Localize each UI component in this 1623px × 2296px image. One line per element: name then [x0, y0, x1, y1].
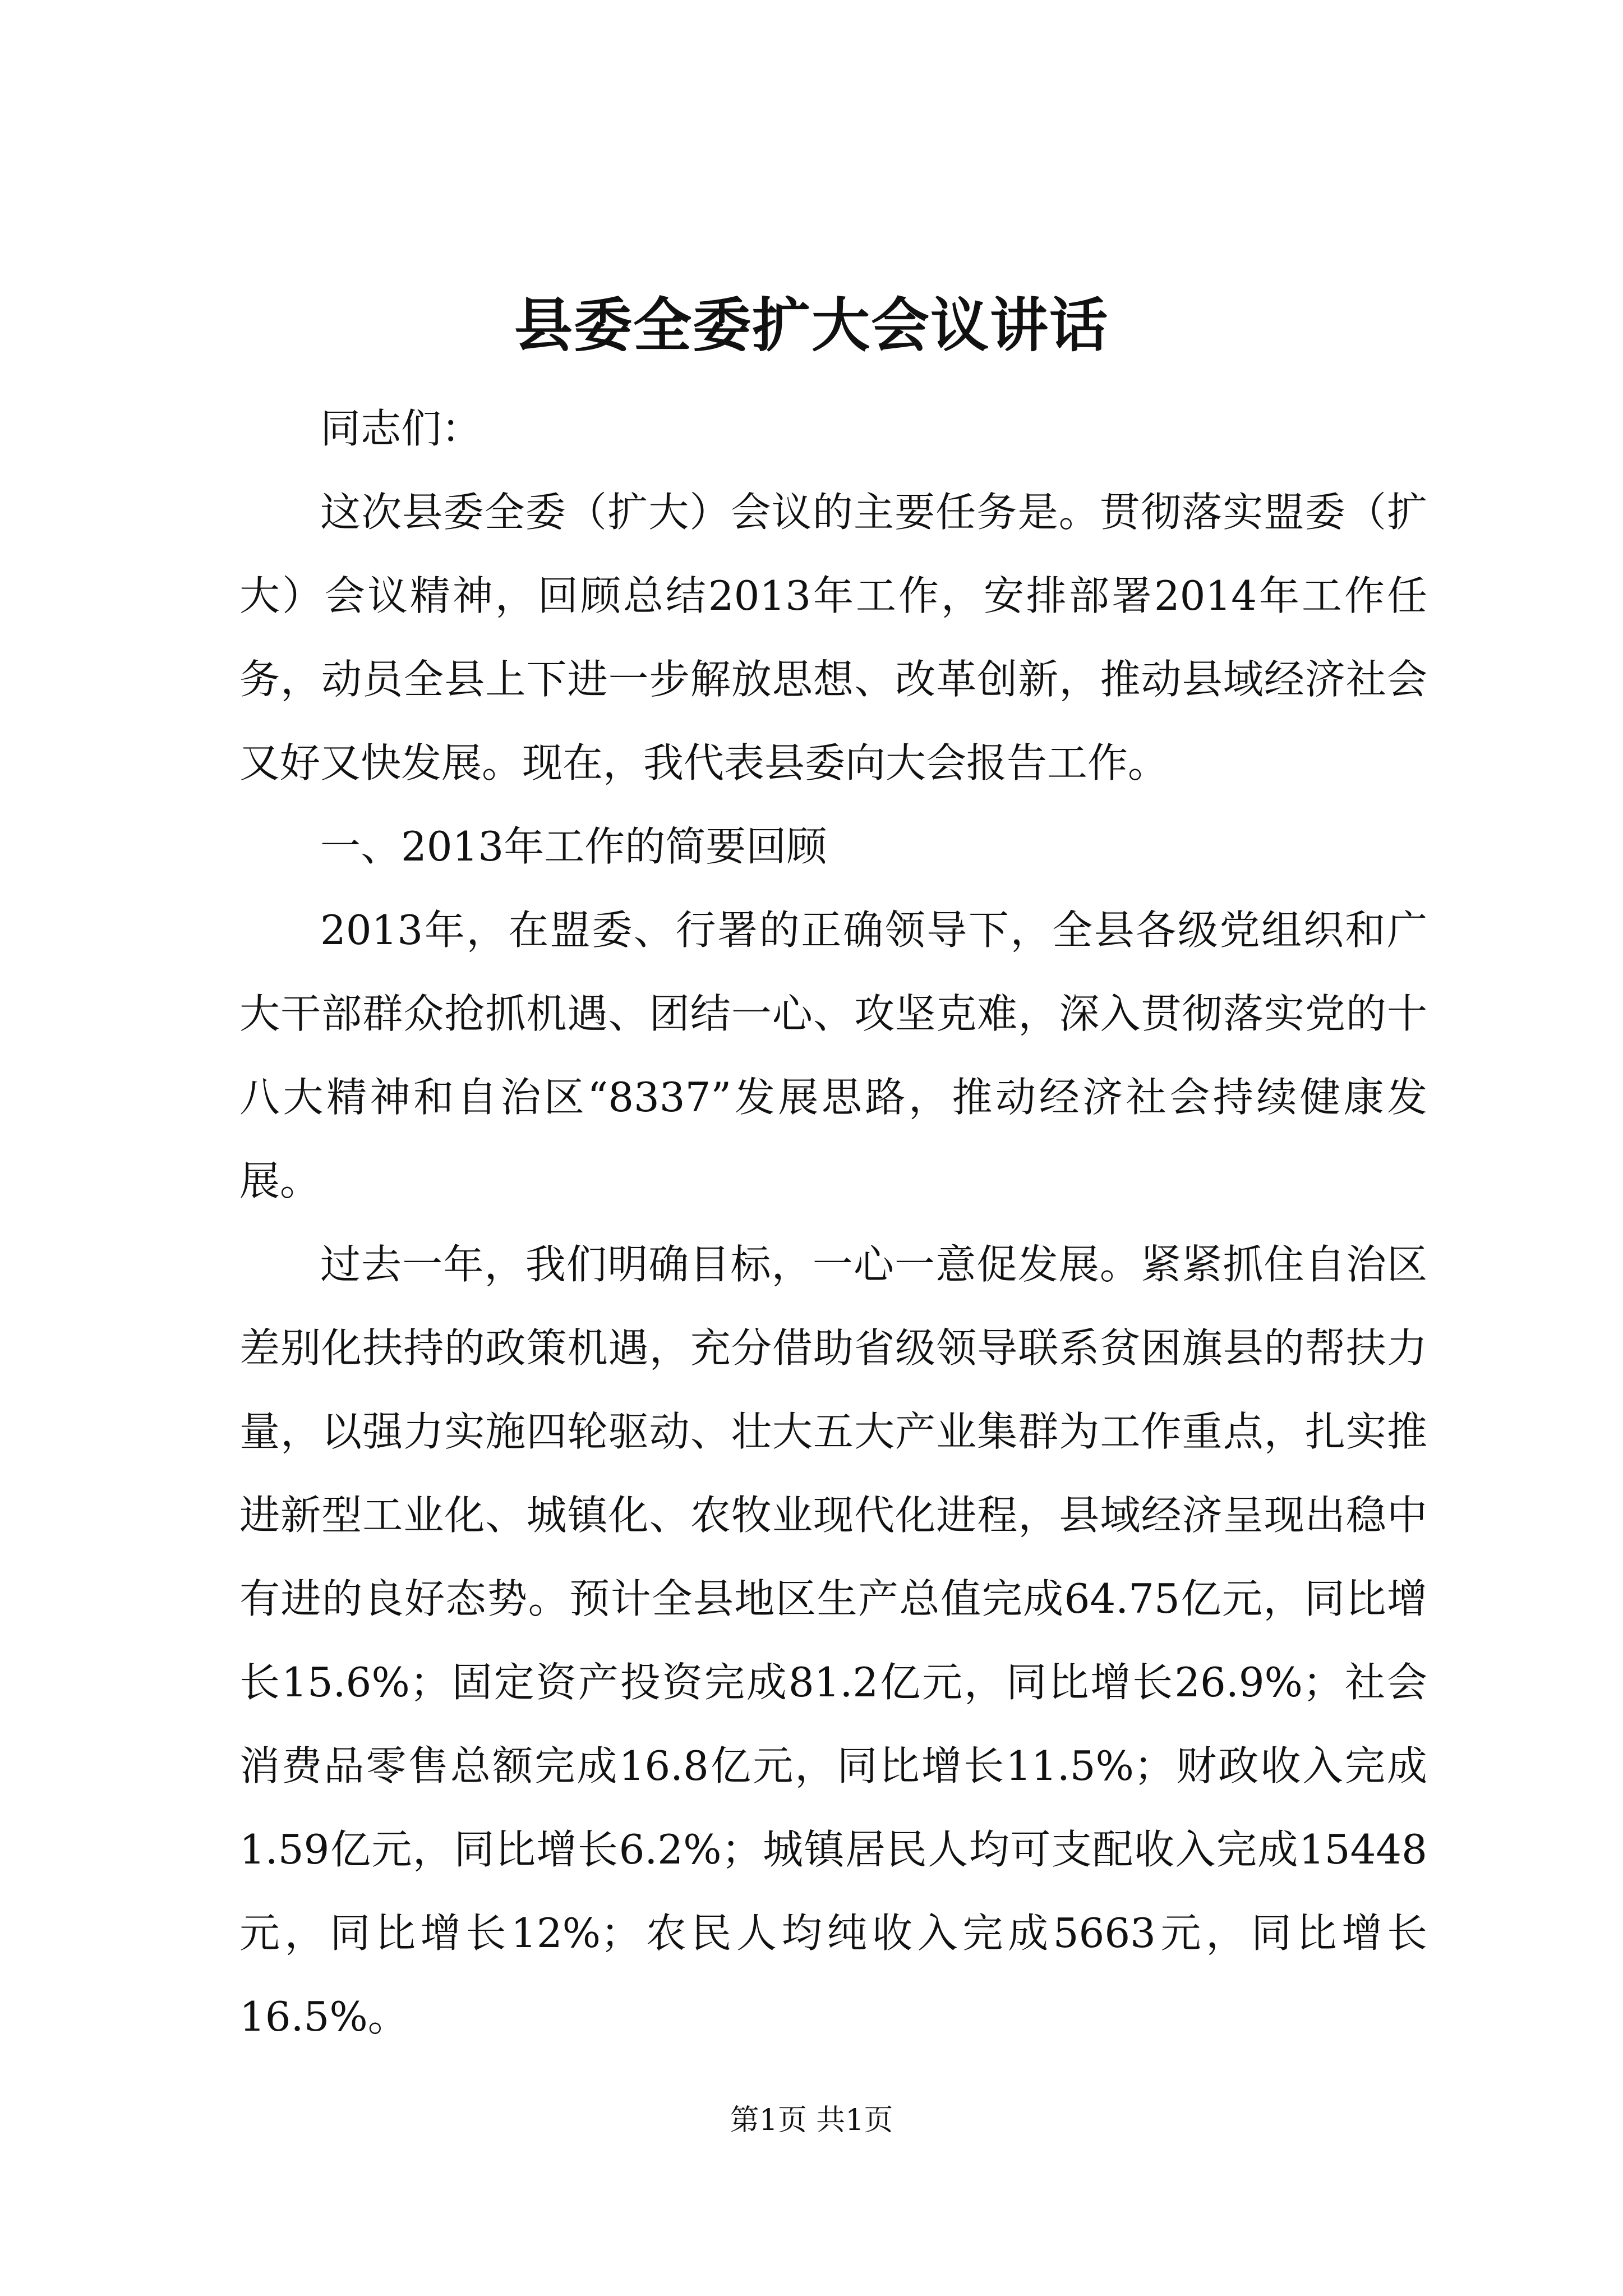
page-footer: 第1页 共1页 [730, 2104, 893, 2137]
document-body [239, 387, 1427, 2059]
achievements-paragraph: 过去一年，我们明确目标，一心一意促发展。紧紧抓住自治区差别化扶持的政策机遇，充分借助省级领导联系贫困旗县的帮扶力量，以强力实施四轮驱动、壮大五大产业集群为工作重点，扎实推进新型工业化、城镇化、农牧业现代化进程，县域经济呈现出稳中有进的良好态势。预计全县地区生产总值完成64.75亿元，同比增长15.6%；固定资产投资完成81.2亿元，同比增长26.9%；社会消费品零售总额完成16.8亿元，同比增长11.5%；财政收入完成1.59亿元，同比增长6.2%；城镇居民人均可支配收入完成15448元，同比增长12%；农民人均纯收入完成5663元，同比增长16.5%。 [239, 1241, 1427, 2040]
intro-paragraph: 这次县委全委（扩大）会议的主要任务是。贯彻落实盟委（扩大）会议精神，回顾总结2013年工作，安排部署2014年工作任务，动员全县上下进一步解放思想、改革创新，推动县域经济社会又好又快发展。现在，我代表县委向大会报告工作。 [239, 489, 1427, 786]
section-heading: 一、2013年工作的简要回顾 [320, 823, 827, 870]
salutation-paragraph: 同志们： [320, 405, 482, 452]
review-paragraph: 2013年，在盟委、行署的正确领导下，全县各级党组织和广大干部群众抢抓机遇、团结一心、攻坚克难，深入贯彻落实党的十八大精神和自治区“8337”发展思路，推动经济社会持续健康发展。 [239, 907, 1427, 1204]
document-title: 县委全委扩大会议讲话 [514, 291, 1109, 360]
